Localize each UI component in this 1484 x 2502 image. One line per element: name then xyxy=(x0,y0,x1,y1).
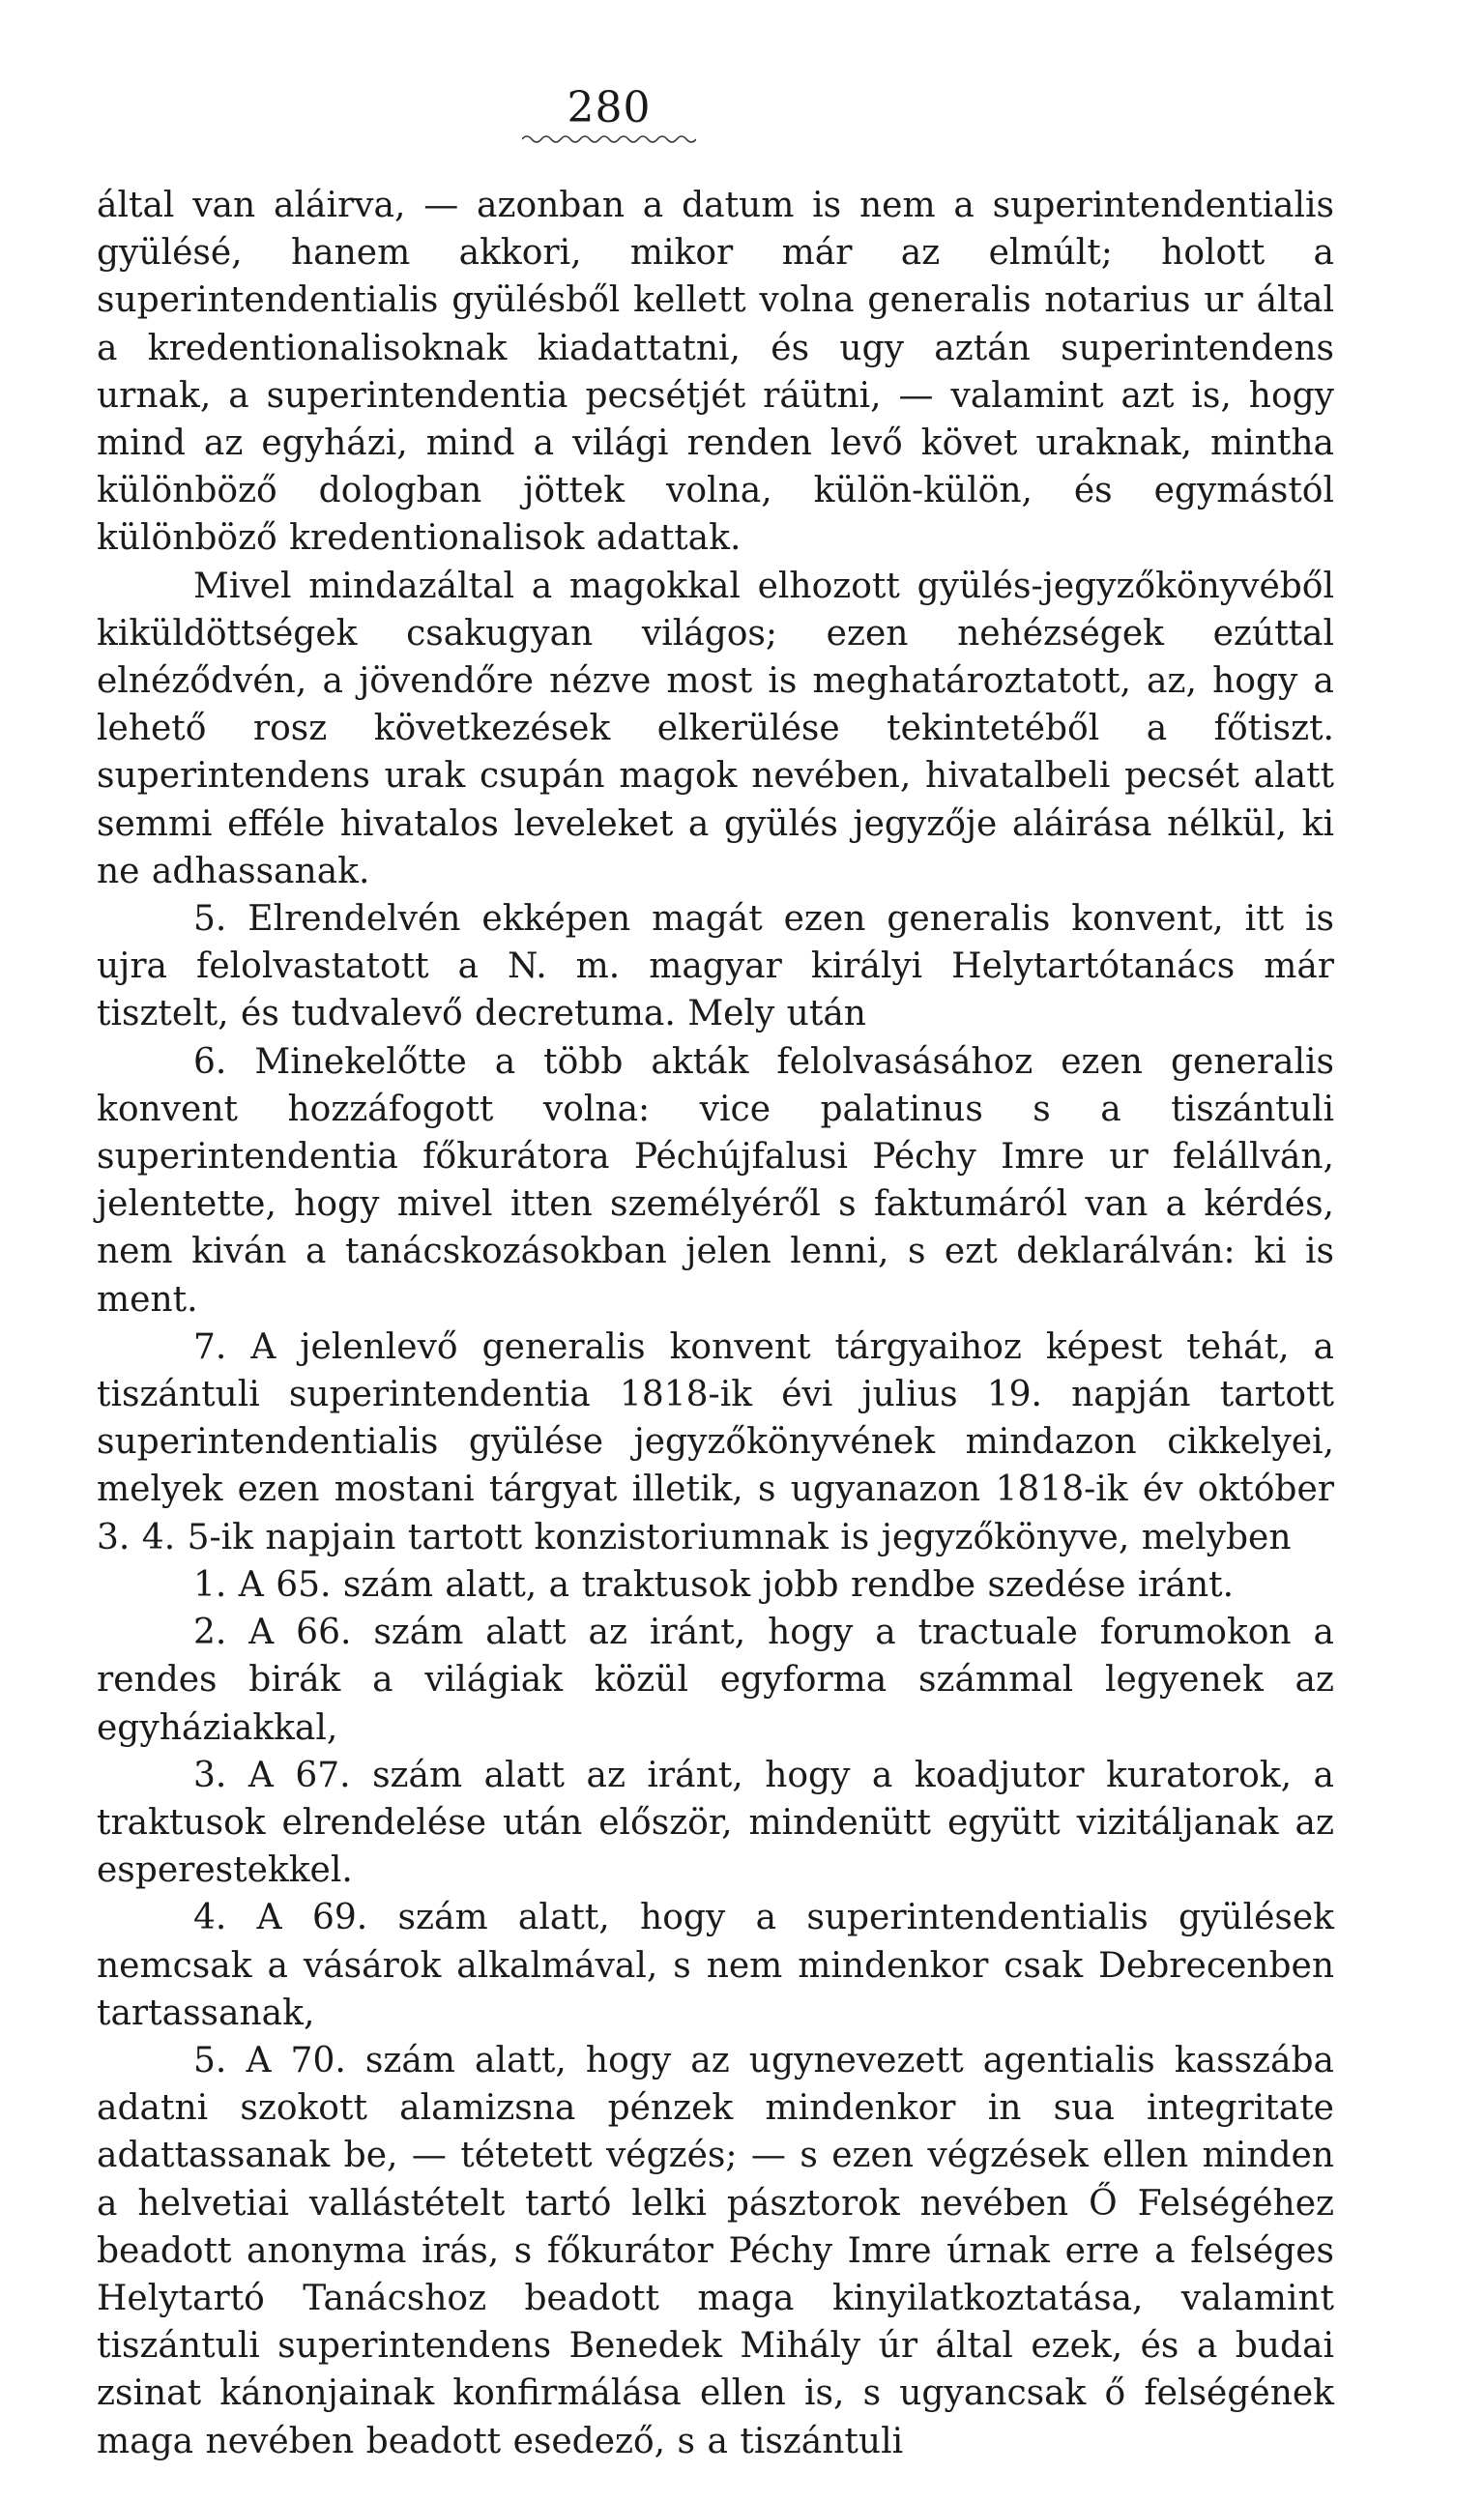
body-text xyxy=(97,182,1334,2465)
list-item: 5. A 70. szám alatt, hogy az ugynevezett agentialis kasszába adatni szokott alamizsna pénzek mindenkor in sua integritate adattassanak be, — tétetett végzés; — s ezen végzések ellen minden a helvetiai vallástételt tartó lelki pásztorok nevében Ő Felségéhez beadott anonyma irás, s főkurátor Péchy Imre úrnak erre a felséges Helytartó Tanácshoz beadott maga kinyilatkoztatása, valamint tiszántuli superintendens Benedek Mihály úr által ezek, és a budai zsinat kánonjainak konfirmálása ellen is, s ugyancsak ő felségének maga nevében beadott esedező, s a tiszántuli xyxy=(97,2040,1334,2461)
list-item: 4. A 69. szám alatt, hogy a superintendentialis gyülések nemcsak a vásárok alkalmával, s nem mindenkor csak Debrecenben tartassanak, xyxy=(97,1898,1334,2033)
paragraph: által van aláirva, — azonban a datum is nem a superintendentialis gyülésé, hanem akkori, mikor már az elmúlt; holott a superintendentialis gyülésből kellett volna generalis notarius ur által a kredentionalisoknak kiadattatni, és ugy aztán superintendens urnak, a superintendentia pecsétjét ráütni, — valamint azt is, hogy mind az egyházi, mind a világi renden levő követ uraknak, mintha különböző dologban jöttek volna, külön-külön, és egymástól különböző kredentionalisok adattak. xyxy=(97,186,1334,559)
document-page xyxy=(97,83,1334,2461)
paragraph: 6. Minekelőtte a több akták felolvasásához ezen generalis konvent hozzáfogott volna: vice palatinus s a tiszántuli superintendentia főkurátora Péchújfalusi Péchy Imre ur felállván, jelentette, hogy mivel itten személyéről s faktumáról van a kérdés, nem kiván a tanácskozásokban jelen lenni, s ezt deklarálván: ki is ment. xyxy=(97,1041,1334,1320)
list-item: 3. A 67. szám alatt az iránt, hogy a koadjutor kuratorok, a traktusok elrendelése után először, mindenütt együtt vizitáljanak az esperestekkel. xyxy=(97,1755,1334,1891)
page-header xyxy=(377,83,841,145)
paragraph: 7. A jelenlevő generalis konvent tárgyaihoz képest tehát, a tiszántuli superintendentia 1818-ik évi julius 19. napján tartott superintendentialis gyülése jegyzőkönyvének mindazon cikkelyei, melyek ezen mostani tárgyat illetik, s ugyanazon 1818-ik év október 3. 4. 5-ik napjain tartott konzistoriumnak is jegyzőkönyve, melyben xyxy=(97,1326,1334,1557)
paragraph: Mivel mindazáltal a magokkal elhozott gyülés-jegyzőkönyvéből kiküldöttségek csakugyan világos; ezen nehézségek ezúttal elnéződvén, a jövendőre nézve most is meghatároztatott, az, hogy a lehető rosz következések elkerülése tekintetéből a főtiszt. superintendens urak csupán magok nevében, hivatalbeli pecsét alatt semmi efféle hivatalos leveleket a gyülés jegyzője aláirása nélkül, ki ne adhassanak. xyxy=(97,566,1334,891)
wavy-rule-ornament xyxy=(522,133,696,145)
page-number: 280 xyxy=(567,83,652,132)
paragraph: 5. Elrendelvén ekképen magát ezen generalis konvent, itt is ujra felolvastatott a N. m. magyar királyi Helytartótanács már tisztelt, és tudvalevő decretuma. Mely után xyxy=(97,899,1334,1034)
list-item: 2. A 66. szám alatt az iránt, hogy a tractuale forumokon a rendes birák a világiak közül egyforma számmal legyenek az egyháziakkal, xyxy=(97,1613,1334,1748)
list-item: 1. A 65. szám alatt, a traktusok jobb rendbe szedése iránt. xyxy=(193,1564,1235,1605)
